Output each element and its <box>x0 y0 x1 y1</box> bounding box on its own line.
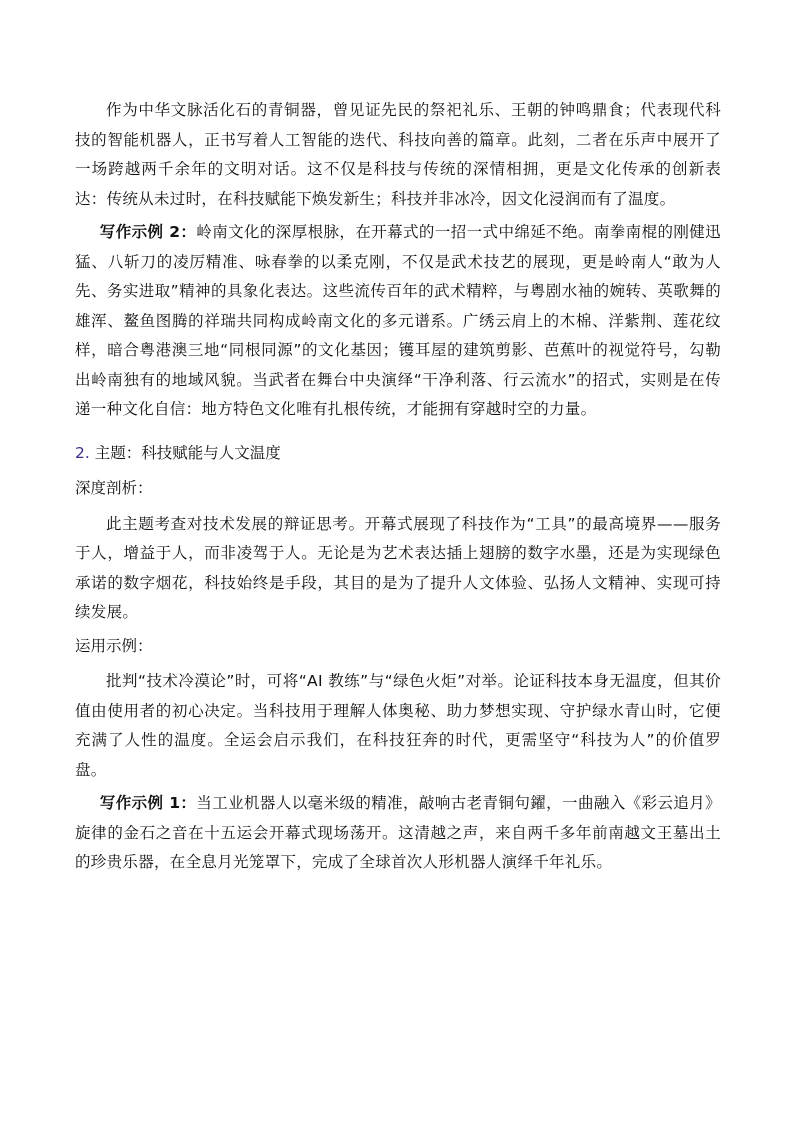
example-text: 岭南文化的深厚根脉，在开幕式的一招一式中绵延不绝。南拳南棍的刚健迅猛、八斩刀的凌厉精准、咏春拳的以柔克刚，不仅是武术技艺的展现，更是岭南人“敢为人先、务实进取”精神的具象化表达。这些流传百年的武术精粹，与粤剧水袖的婉转、英歌舞的雄浑、鳌鱼图腾的祥瑞共同构成岭南文化的多元谱系。广绣云肩上的木棉、洋紫荆、莲花纹样，暗合粤港澳三地“同根同源”的文化基因；镬耳屋的建筑剪影、芭蕉叶的视觉符号，勾勒出岭南独有的地域风貌。当武者在舞台中央演绎“干净利落、行云流水”的招式，实则是在传递一种文化自信：地方特色文化唯有扎根传统，才能拥有穿越时空的力量。 <box>75 223 721 418</box>
paragraph-usage: 批判“技术冷漠论”时，可将“AI 教练”与“绿色火炬”对举。论证科技本身无温度，但其价值由使用者的初心决定。当科技用于理解人体奥秘、助力梦想实现、守护绿水青山时，它便充满了人性的温度。全运会启示我们，在科技狂奔的时代，更需坚守“科技为人”的价值罗盘。 <box>75 672 721 779</box>
example-label: 写作示例 2： <box>99 223 197 241</box>
paragraph-writing-example-1 <box>75 789 721 878</box>
analysis-heading: 深度剖析： <box>75 479 153 497</box>
section-title: 主题：科技赋能与人文温度 <box>94 443 281 462</box>
paragraph-analysis: 此主题考查对技术发展的辩证思考。开幕式展现了科技作为“工具”的最高境界——服务于人，增益于人，而非凌驾于人。无论是为艺术表达插上翅膀的数字水墨，还是为实现绿色承诺的数字烟花，科技始终是手段，其目的是为了提升人文体验、弘扬人文精神、实现可持续发展。 <box>75 514 721 621</box>
paragraph-bronze-robot: 作为中华文脉活化石的青铜器，曾见证先民的祭祀礼乐、王朝的钟鸣鼎食；代表现代科技的智能机器人，正书写着人工智能的迭代、科技向善的篇章。此刻，二者在乐声中展开了一场跨越两千余年的文明对话。这不仅是科技与传统的深情相拥，更是文化传承的创新表达：传统从未过时，在科技赋能下焕发新生；科技并非冰冷，因文化浸润而有了温度。 <box>75 101 721 208</box>
section-number: 2. <box>75 443 90 462</box>
example-text: 当工业机器人以毫米级的精准，敲响古老青铜句鑃，一曲融入《彩云追月》旋律的金石之音在十五运会开幕式现场荡开。这清越之声，来自两千多年前南越文王墓出土的珍贵乐器，在全息月光笼罩下，完成了全球首次人形机器人演绎千年礼乐。 <box>75 794 721 871</box>
example-label: 写作示例 1： <box>99 794 197 812</box>
section-heading <box>75 439 721 469</box>
usage-heading: 运用示例： <box>75 636 153 655</box>
paragraph-writing-example-2 <box>75 218 721 425</box>
document-page <box>75 96 721 878</box>
